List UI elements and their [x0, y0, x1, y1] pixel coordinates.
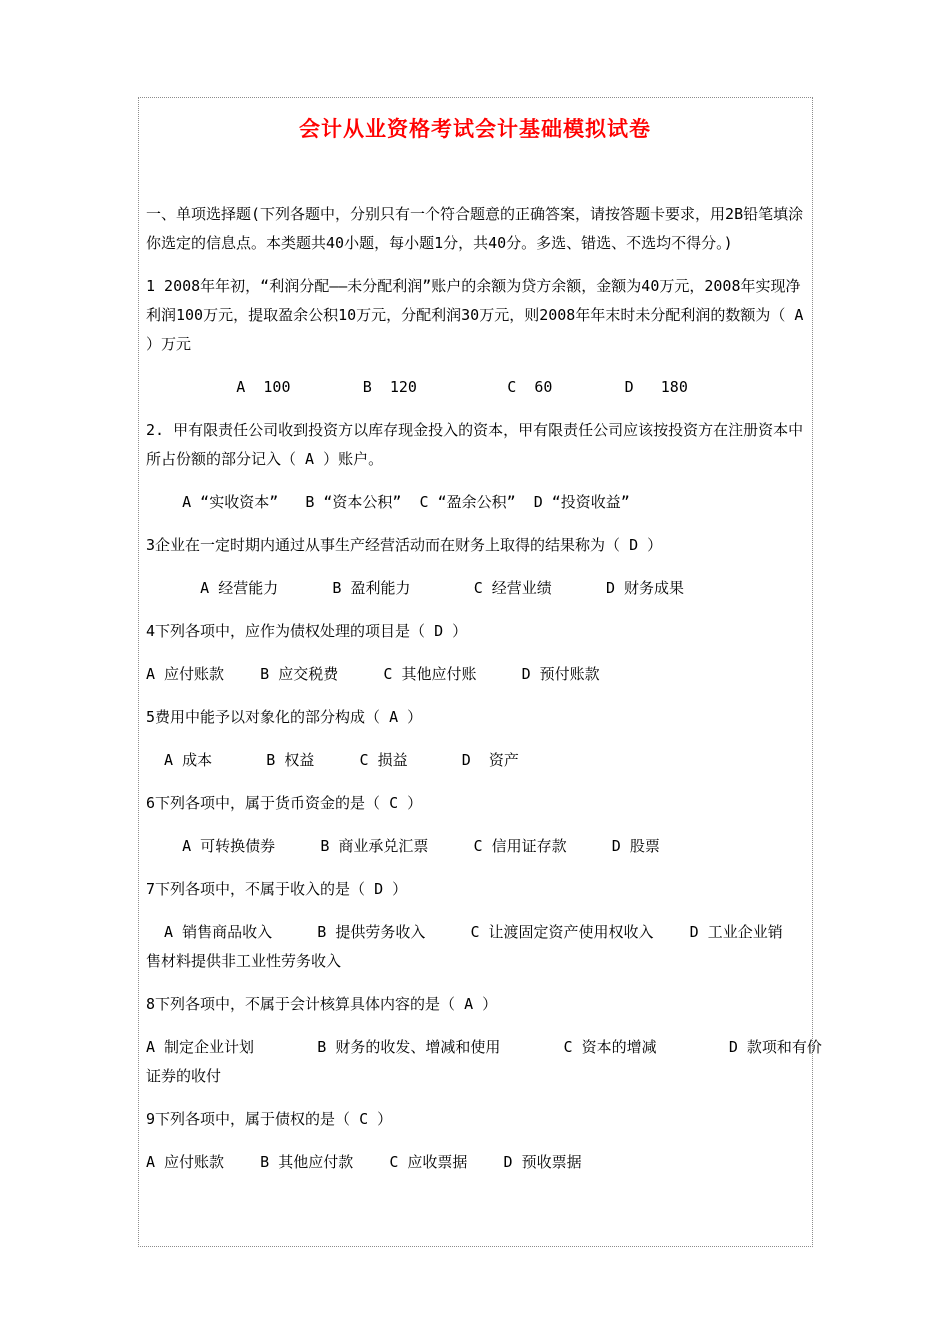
page-title: 会计从业资格考试会计基础模拟试卷: [299, 117, 651, 141]
question-7-options: A 销售商品收入 B 提供劳务收入 C 让渡固定资产使用权收入 D 工业企业销 售材料提供非工业性劳务收入: [146, 923, 783, 970]
question-8-options: A 制定企业计划 B 财务的收发、增减和使用 C 资本的增减 D 款项和有价 证券的收付: [146, 1038, 822, 1085]
question-9-options: A 应付账款 B 其他应付款 C 应收票据 D 预收票据: [146, 1153, 582, 1171]
question-6-options: A 可转换债券 B 商业承兑汇票 C 信用证存款 D 股票: [146, 837, 660, 855]
question-4: 4下列各项中，应作为债权处理的项目是（ D ）: [146, 622, 468, 640]
question-6: 6下列各项中，属于货币资金的是（ C ）: [146, 794, 423, 812]
question-1-options: A 100 B 120 C 60 D 180: [146, 378, 688, 396]
section-intro: 一、单项选择题(下列各题中，分别只有一个符合题意的正确答案，请按答题卡要求，用2B铅笔填涂你选定的信息点。本类题共40小题，每小题1分，共40分。多选、错选、不选均不得分。): [146, 205, 804, 252]
question-9: 9下列各项中，属于债权的是（ C ）: [146, 1110, 393, 1128]
question-2-options: A “实收资本” B “资本公积” C “盈余公积” D “投资收益”: [146, 493, 630, 511]
question-2: 2. 甲有限责任公司收到投资方以库存现金投入的资本，甲有限责任公司应该按投资方在注册资本中所占份额的部分记入（ A ）账户。: [146, 421, 804, 468]
question-5: 5费用中能予以对象化的部分构成（ A ）: [146, 708, 423, 726]
exam-content: [146, 200, 822, 1191]
question-1: 1 2008年年初，“利润分配——未分配利润”账户的余额为贷方余额，金额为40万元，2008年实现净利润100万元，提取盈余公积10万元，分配利润30万元，则2008年年末时未分配利润的数额为（ A ）万元: [146, 277, 804, 353]
question-4-options: A 应付账款 B 应交税费 C 其他应付账 D 预付账款: [146, 665, 600, 683]
question-3: 3企业在一定时期内通过从事生产经营活动而在财务上取得的结果称为（ D ）: [146, 536, 663, 554]
question-8: 8下列各项中，不属于会计核算具体内容的是（ A ）: [146, 995, 498, 1013]
question-5-options: A 成本 B 权益 C 损益 D 资产: [146, 751, 519, 769]
question-7: 7下列各项中，不属于收入的是（ D ）: [146, 880, 408, 898]
question-3-options: A 经营能力 B 盈利能力 C 经营业绩 D 财务成果: [146, 579, 685, 597]
